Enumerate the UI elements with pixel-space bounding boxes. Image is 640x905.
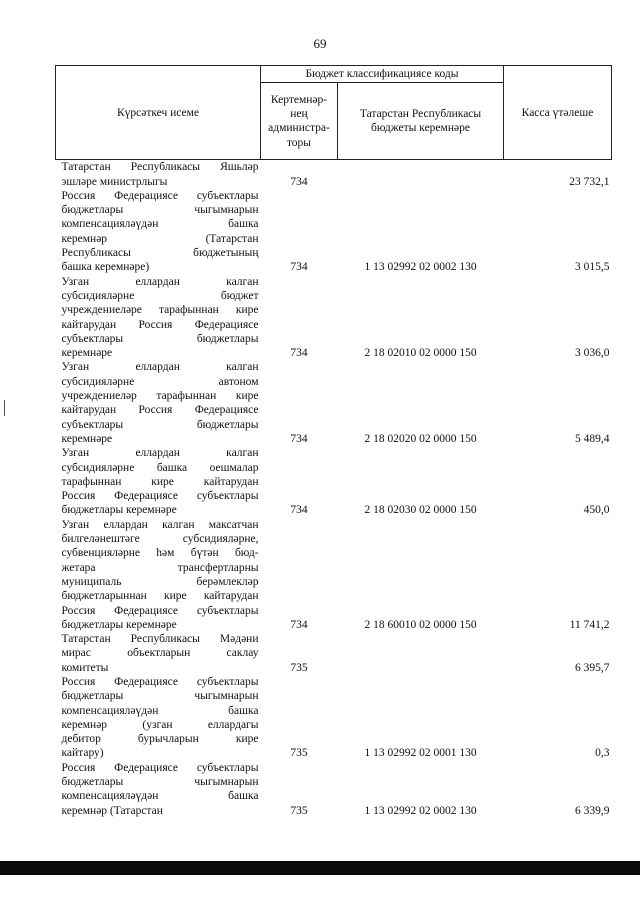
- name-line: керемнәр (Татарстан: [61, 232, 259, 245]
- row-revenue-code: 2 18 02020 02 0000 150: [364, 432, 477, 445]
- name-line: кайтару): [61, 747, 104, 760]
- name-line: субъектлары бюджетлары: [61, 332, 259, 345]
- page-number: 69: [313, 36, 327, 51]
- name-line: керемнәр (Татарстан: [61, 804, 163, 817]
- name-line: учреждениеләр тарафыннан кире: [61, 390, 259, 403]
- name-line: кайтарудан Россия Федерациясе: [61, 318, 259, 331]
- table-row: [56, 518, 612, 632]
- row-cash-amount: 3 036,0: [575, 347, 610, 360]
- budget-table: [55, 65, 612, 818]
- name-line: бюджетларыннан кире кайтарудан: [61, 590, 259, 603]
- name-line: тарафыннан кире кайтарудан: [61, 475, 259, 488]
- name-line: Татарстан Республикасы Мәдәни: [61, 633, 259, 646]
- row-administrator-code: 735: [290, 661, 308, 674]
- table-header: [56, 66, 612, 160]
- header-indicator-name: Күрсәткеч исеме: [56, 66, 261, 160]
- row-revenue-code: [338, 160, 504, 189]
- name-line: дебитор бурычларын кире: [61, 733, 259, 746]
- row-cash-amount: 0,3: [595, 747, 610, 760]
- table-row: [56, 360, 612, 446]
- name-line: субсидияләрне бюджет: [61, 289, 259, 302]
- row-indicator-name: [56, 761, 261, 818]
- table-row: [56, 675, 612, 761]
- row-administrator-code: 735: [290, 747, 308, 760]
- name-line: Республикасы бюджетының: [61, 247, 259, 260]
- row-revenue-code: 1 13 02992 02 0001 130: [364, 747, 477, 760]
- name-line: эшләре министрлыгы: [61, 175, 168, 188]
- table-row: [56, 446, 612, 517]
- row-indicator-name: [56, 446, 261, 517]
- row-administrator-code: 734: [290, 504, 308, 517]
- row-indicator-name: [56, 632, 261, 675]
- table-row: [56, 632, 612, 675]
- name-line: керемнәре: [61, 347, 113, 360]
- name-line: Татарстан Республикасы Яшьләр: [61, 161, 259, 174]
- row-cash-amount: 6 395,7: [575, 661, 610, 674]
- row-administrator-code: 734: [290, 175, 308, 188]
- row-revenue-code: 2 18 02010 02 0000 150: [364, 347, 477, 360]
- row-administrator-code: 734: [290, 618, 308, 631]
- name-line: субвенцияләрне һәм бүтән бюд-: [61, 547, 259, 560]
- row-indicator-name: [56, 675, 261, 761]
- row-revenue-code: [338, 632, 504, 675]
- name-line: Россия Федерациясе субъектлары: [61, 189, 259, 202]
- row-revenue-code: 1 13 02992 02 0002 130: [364, 261, 477, 274]
- name-line: Россия Федерациясе субъектлары: [61, 761, 259, 774]
- table-row: [56, 189, 612, 275]
- name-line: Узган еллардан калган: [61, 275, 259, 288]
- name-line: учреждениеләре тарафыннан кире: [61, 304, 259, 317]
- row-administrator-code: 734: [290, 261, 308, 274]
- name-line: Узган еллардан калган: [61, 361, 259, 374]
- row-administrator-code: 734: [290, 347, 308, 360]
- name-line: компенсацияләүдән башка: [61, 704, 259, 717]
- name-line: бюджетлары керемнәре: [61, 504, 177, 517]
- header-revenue-administrator: Кертемнәр-нең администра-торы: [261, 83, 338, 160]
- name-line: субъектлары бюджетлары: [61, 418, 259, 431]
- row-indicator-name: [56, 360, 261, 446]
- row-cash-amount: 5 489,4: [575, 432, 610, 445]
- name-line: бюджетлары чыгымнарын: [61, 204, 259, 217]
- name-line: компенсацияләүдән башка: [61, 218, 259, 231]
- row-indicator-name: [56, 275, 261, 361]
- header-budget-code-group: Бюджет классификациясе коды: [261, 66, 504, 83]
- row-cash-amount: 11 741,2: [569, 618, 610, 631]
- margin-mark: [4, 400, 5, 416]
- name-line: Россия Федерациясе субъектлары: [61, 604, 259, 617]
- table-row: [56, 275, 612, 361]
- name-line: бюджетлары керемнәре: [61, 618, 177, 631]
- row-revenue-code: 2 18 60010 02 0000 150: [364, 618, 477, 631]
- name-line: Узган еллардан калган: [61, 447, 259, 460]
- row-cash-amount: 450,0: [583, 504, 610, 517]
- name-line: Россия Федерациясе субъектлары: [61, 675, 259, 688]
- name-line: бюджетлары чыгымнарын: [61, 690, 259, 703]
- name-line: кайтарудан Россия Федерациясе: [61, 404, 259, 417]
- name-line: муниципаль берәмлекләр: [61, 575, 259, 588]
- row-revenue-code: 2 18 02030 02 0000 150: [364, 504, 477, 517]
- name-line: башка керемнәре): [61, 261, 150, 274]
- table-row: [56, 160, 612, 189]
- row-cash-amount: 6 339,9: [575, 804, 610, 817]
- table-body: [56, 160, 612, 818]
- row-indicator-name: [56, 518, 261, 632]
- table-row: [56, 761, 612, 818]
- name-line: компенсацияләүдән башка: [61, 790, 259, 803]
- scan-bottom-bar: [0, 861, 640, 875]
- header-revenue-code: Татарстан Республикасы бюджеты керемнәре: [338, 83, 504, 160]
- row-administrator-code: 735: [290, 804, 308, 817]
- name-line: керемнәр (узган еллардагы: [61, 718, 259, 731]
- row-revenue-code: 1 13 02992 02 0002 130: [364, 804, 477, 817]
- name-line: мирас объектларын саклау: [61, 647, 259, 660]
- name-line: субсидияләрне башка оешмалар: [61, 461, 259, 474]
- name-line: субсидияләрне автоном: [61, 375, 259, 388]
- name-line: билгеләнештәге субсидияләрне,: [61, 533, 259, 546]
- row-cash-amount: 3 015,5: [575, 261, 610, 274]
- name-line: Узган еллардан калган максатчан: [61, 518, 259, 531]
- name-line: керемнәре: [61, 432, 113, 445]
- name-line: жетара трансфертларны: [61, 561, 259, 574]
- row-administrator-code: 734: [290, 432, 308, 445]
- header-cash-execution: Касса үтәлеше: [504, 66, 612, 160]
- name-line: бюджетлары чыгымнарын: [61, 776, 259, 789]
- row-indicator-name: [56, 189, 261, 275]
- row-cash-amount: 23 732,1: [569, 175, 610, 188]
- row-indicator-name: [56, 160, 261, 189]
- name-line: Россия Федерациясе субъектлары: [61, 490, 259, 503]
- name-line: комитеты: [61, 661, 109, 674]
